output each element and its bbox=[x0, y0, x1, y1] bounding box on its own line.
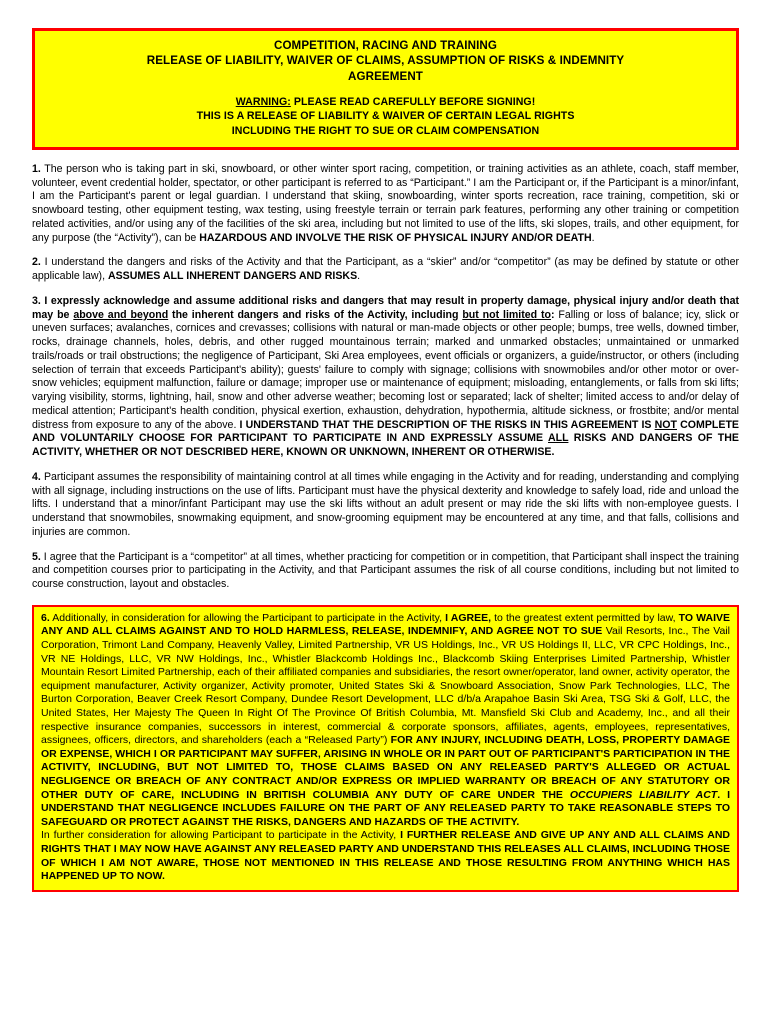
clause-6-i-agree: I AGREE, bbox=[445, 611, 492, 624]
clause-5-text: I agree that the Participant is a “competitor” at all times, whether practicing for competition or in competition, that Participant shall inspect the training and competition courses prior to participating in the Activity, and that Participant assumes the risk of all course conditions, including but not limited to course construction, layout and obstacles. bbox=[32, 550, 739, 591]
clause-6-further-caps: I FURTHER RELEASE AND GIVE UP ANY AND ALL CLAIMS AND RIGHTS THAT I MAY NOW HAVE AGAINST ANY RELEASED PARTY AND UNDERSTAND THIS RELEASES ALL CLAIMS, INCLUDING THOSE OF WHICH I AM NOT AWARE, THOSE NOT MENTIONED IN THIS RELEASE AND THOSE RESULTING FROM ANYTHING WHICH HAS HAPPENED UP TO NOW. bbox=[41, 829, 731, 883]
title-line-3: AGREEMENT bbox=[348, 69, 423, 83]
clause-6-waive-clause: TO WAIVE ANY AND ALL CLAIMS AGAINST AND TO HOLD HARMLESS, RELEASE, INDEMNIFY, AND AGREE NOT TO SUE bbox=[41, 611, 731, 638]
clause-3-number: 3. bbox=[32, 294, 41, 307]
document-body bbox=[32, 150, 739, 592]
clause-6-further-release bbox=[41, 829, 730, 883]
header-warning-text bbox=[45, 95, 726, 138]
clause-3-caps-not: NOT bbox=[654, 418, 677, 431]
warning-line-3: INCLUDING THE RIGHT TO SUE OR CLAIM COMPENSATION bbox=[231, 124, 540, 137]
clause-3-bold-mid: the inherent dangers and risks of the Activity, including bbox=[168, 308, 463, 321]
clause-3-above-beyond: above and beyond bbox=[73, 308, 169, 321]
clause-3-bold-colon: : bbox=[551, 308, 555, 321]
clause-4-number: 4. bbox=[32, 470, 41, 483]
clause-6-text-c: to the greatest extent permitted by law, bbox=[491, 611, 679, 624]
clause-1-number: 1. bbox=[32, 162, 41, 175]
clause-3-caps-all: ALL bbox=[548, 432, 569, 445]
clause-6-released-parties: Vail Resorts, Inc., The Vail Corporation, Trimont Land Company, Heavenly Valley, Limited Partnership, VR US Holdings, Inc., VR US Holdings II, LLC, VR CPC Holdings, Inc., VR NE Holdings, LLC, VR NW Holdings, Inc., Whistler Blackcomb Holdings Inc., Blackcomb Skiing Enterprises Limited Partnership, Whistler Mountain Resort Limited Partnership, each of their affiliated companies and subsidiaries, the resort owner/operator, land owner, activity operator, the equipment manufacturer, Activity organizer, Activity promoter, United States Ski & Snowboard Association, Snow Park Technologies, LLC, The Burton Corporation, Beaver Creek Resort Company, Dundee Resort Development, LLC d/b/a Arapahoe Basin Ski Area, TSG Ski & Golf, LLC, the United States, Her Majesty The Queen In Right Of The Province Of British Columbia, Mt. Mansfield Ski Club and Academy, Inc., and all their respective insurance companies, successors in interest, commercial & corporate sponsors, affiliates, agents, employees, representatives, assignees, officers, directors, and shareholders (each a “Released Party”) bbox=[41, 625, 730, 747]
clause-6-text-a: Additionally, in consideration for allowing the Participant to participate in the Activity, bbox=[49, 611, 446, 624]
title-line-1: COMPETITION, RACING AND TRAINING bbox=[273, 39, 498, 52]
clause-3-caps-c: COMPLETE AND VOLUNTARILY CHOOSE FOR PARTICIPANT TO PARTICIPATE IN AND EXPRESSLY ASSUME bbox=[32, 418, 739, 445]
header-warning-box bbox=[32, 28, 739, 150]
clause-3 bbox=[32, 295, 739, 460]
clause-6-further-text: In further consideration for allowing Participant to participate in the Activity, bbox=[41, 829, 401, 842]
warning-rest: PLEASE READ CAREFULLY BEFORE SIGNING! bbox=[290, 96, 536, 109]
clause-5-number: 5. bbox=[32, 550, 41, 563]
clause-4-text: Participant assumes the responsibility of maintaining control at all times while engaging in the Activity and for reading, understanding and complying with all signage, including instructions on the use of lifts. Participant must have the physical dexterity and knowledge to safely load, ride and unload the lifts. I understand that a minor/infant Participant may use the ski lifts without an adult present or may ride the ski lifts with non-employee guests. I understand that snowmobiles, snowmaking equipment, and snow-grooming equipment may be encountered at any time, and that falls, collisions and injuries are common. bbox=[32, 470, 739, 538]
clause-6-occupiers-liability-act: OCCUPIERS LIABILITY ACT bbox=[569, 788, 718, 801]
clause-3-risk-list: Falling or loss of balance; icy, slick or uneven surfaces; avalanches, cornices and crevasses; collisions with natural or man-made objects or other people; bumps, tree wells, downed timber, rocks, drainage channels, holes, debris, and other rugged mountainous terrain; marked and unmarked obstacles; unmaintained or unmarked trails/roads or trail obstructions; the negligence of Participant, Ski Area employees, event officials or organizers, a guide/instructor, or others (including selection of terrain that exceeds Participant's ability); guests' failure to comply with signage; collisions with snowmobiles and/or other motor or over-snow vehicles; equipment malfunction, failure or damage; improper use or maintenance of equipment; misloading, entanglements, or falls from ski lifts; varying visibility, storms, lightning, hail, snow and other adverse weather; becoming lost or separated; lack of shelter; limited access to and/or delay of medical attention; Participant's health condition, physical exertion, exhaustion, dehydration, hypothermia, altitude sickness, or frostbite; and/or mental distress from exposure to any of the above. bbox=[32, 308, 739, 431]
clause-6-caps-e: FOR ANY INJURY, INCLUDING DEATH, LOSS, PROPERTY DAMAGE OR EXPENSE, WHICH I OR PARTICIPANT MAY SUFFER, ARISING IN WHOLE OR IN PART OUT OF PARTICIPANT'S PARTICIPATION IN THE ACTIVITY, INCLUDING, BUT NOT LIMITED TO, THOSE CLAIMS BASED ON ANY RELEASED PARTY'S ALLEGED OR ACTUAL NEGLIGENCE OR BREACH OF ANY CONTRACT AND/OR EXPRESS OR IMPLIED WARRANTY OR BREACH OF ANY STATUTORY OR OTHER DUTY OF CARE, INCLUDING IN BRITISH COLUMBIA ANY DUTY OF CARE UNDER THE bbox=[41, 734, 731, 801]
header-spacer bbox=[45, 84, 726, 95]
clause-3-caps-e: RISKS AND DANGERS OF THE ACTIVITY, WHETHER OR NOT DESCRIBED HERE, KNOWN OR UNKNOWN, INHERENT OR OTHERWISE. bbox=[32, 432, 739, 459]
clause-5 bbox=[32, 551, 739, 592]
warning-line-1 bbox=[45, 95, 726, 109]
document-title bbox=[45, 38, 726, 84]
clause-2-number: 2. bbox=[32, 256, 41, 269]
clause-1-text-end: . bbox=[591, 231, 595, 244]
clause-2-bold-emphasis: ASSUMES ALL INHERENT DANGERS AND RISKS bbox=[107, 270, 358, 283]
clause-2 bbox=[32, 256, 739, 284]
clause-1-text: The person who is taking part in ski, snowboard, or other winter sport racing, competition, or training activities as an athlete, coach, staff member, volunteer, event credential holder, spectator, or other participant is referred to as “Participant.” I am the Participant or, if the Participant is a minor/infant, I am the Participant's parent or legal guardian. I understand that skiing, snowboarding, winter sports recreation, race training, competition, ski or snowboard testing, other equipment testing, wax testing, using freestyle terrain or terrain park features, performing any other training or competition related activities, and/or using any of the facilities of the ski area, including but not limited to use of the lifts, ski slopes, trails, and other equipment, for any purpose (the “Activity”), can be bbox=[32, 162, 739, 244]
clause-3-bold-lead: I expressly acknowledge and assume additional risks and dangers that may result in property damage, physical injury and/or death that may be bbox=[32, 294, 739, 321]
clause-6-caps-g: . I UNDERSTAND THAT NEGLIGENCE INCLUDES FAILURE ON THE PART OF ANY RELEASED PARTY TO TAKE REASONABLE STEPS TO SAFEGUARD OR PROTECT AGAINST THE RISKS, DANGERS AND HAZARDS OF THE ACTIVITY. bbox=[41, 788, 730, 828]
clause-6-number: 6. bbox=[41, 611, 50, 624]
clause-6-main bbox=[41, 612, 730, 830]
clause-3-caps-a: I UNDERSTAND THAT THE DESCRIPTION OF THE RISKS IN THIS AGREEMENT IS bbox=[239, 418, 655, 431]
clause-4 bbox=[32, 471, 739, 540]
clause-6-release-box bbox=[32, 605, 739, 892]
warning-label: WARNING: bbox=[235, 96, 291, 109]
clause-1 bbox=[32, 163, 739, 246]
clause-1-bold-emphasis: HAZARDOUS AND INVOLVE THE RISK OF PHYSICAL INJURY AND/OR DEATH bbox=[199, 231, 592, 244]
clause-2-text: I understand the dangers and risks of the Activity and that the Participant, as a “skier” and/or “competitor” (as may be defined by statute or other applicable law), bbox=[32, 256, 739, 283]
warning-line-2: THIS IS A RELEASE OF LIABILITY & WAIVER OF CERTAIN LEGAL RIGHTS bbox=[196, 110, 575, 123]
clause-2-text-end: . bbox=[357, 270, 361, 283]
clause-3-but-not-limited-to: but not limited to bbox=[462, 308, 552, 321]
title-line-2: RELEASE OF LIABILITY, WAIVER OF CLAIMS, ASSUMPTION OF RISKS & INDEMNITY bbox=[146, 54, 625, 68]
